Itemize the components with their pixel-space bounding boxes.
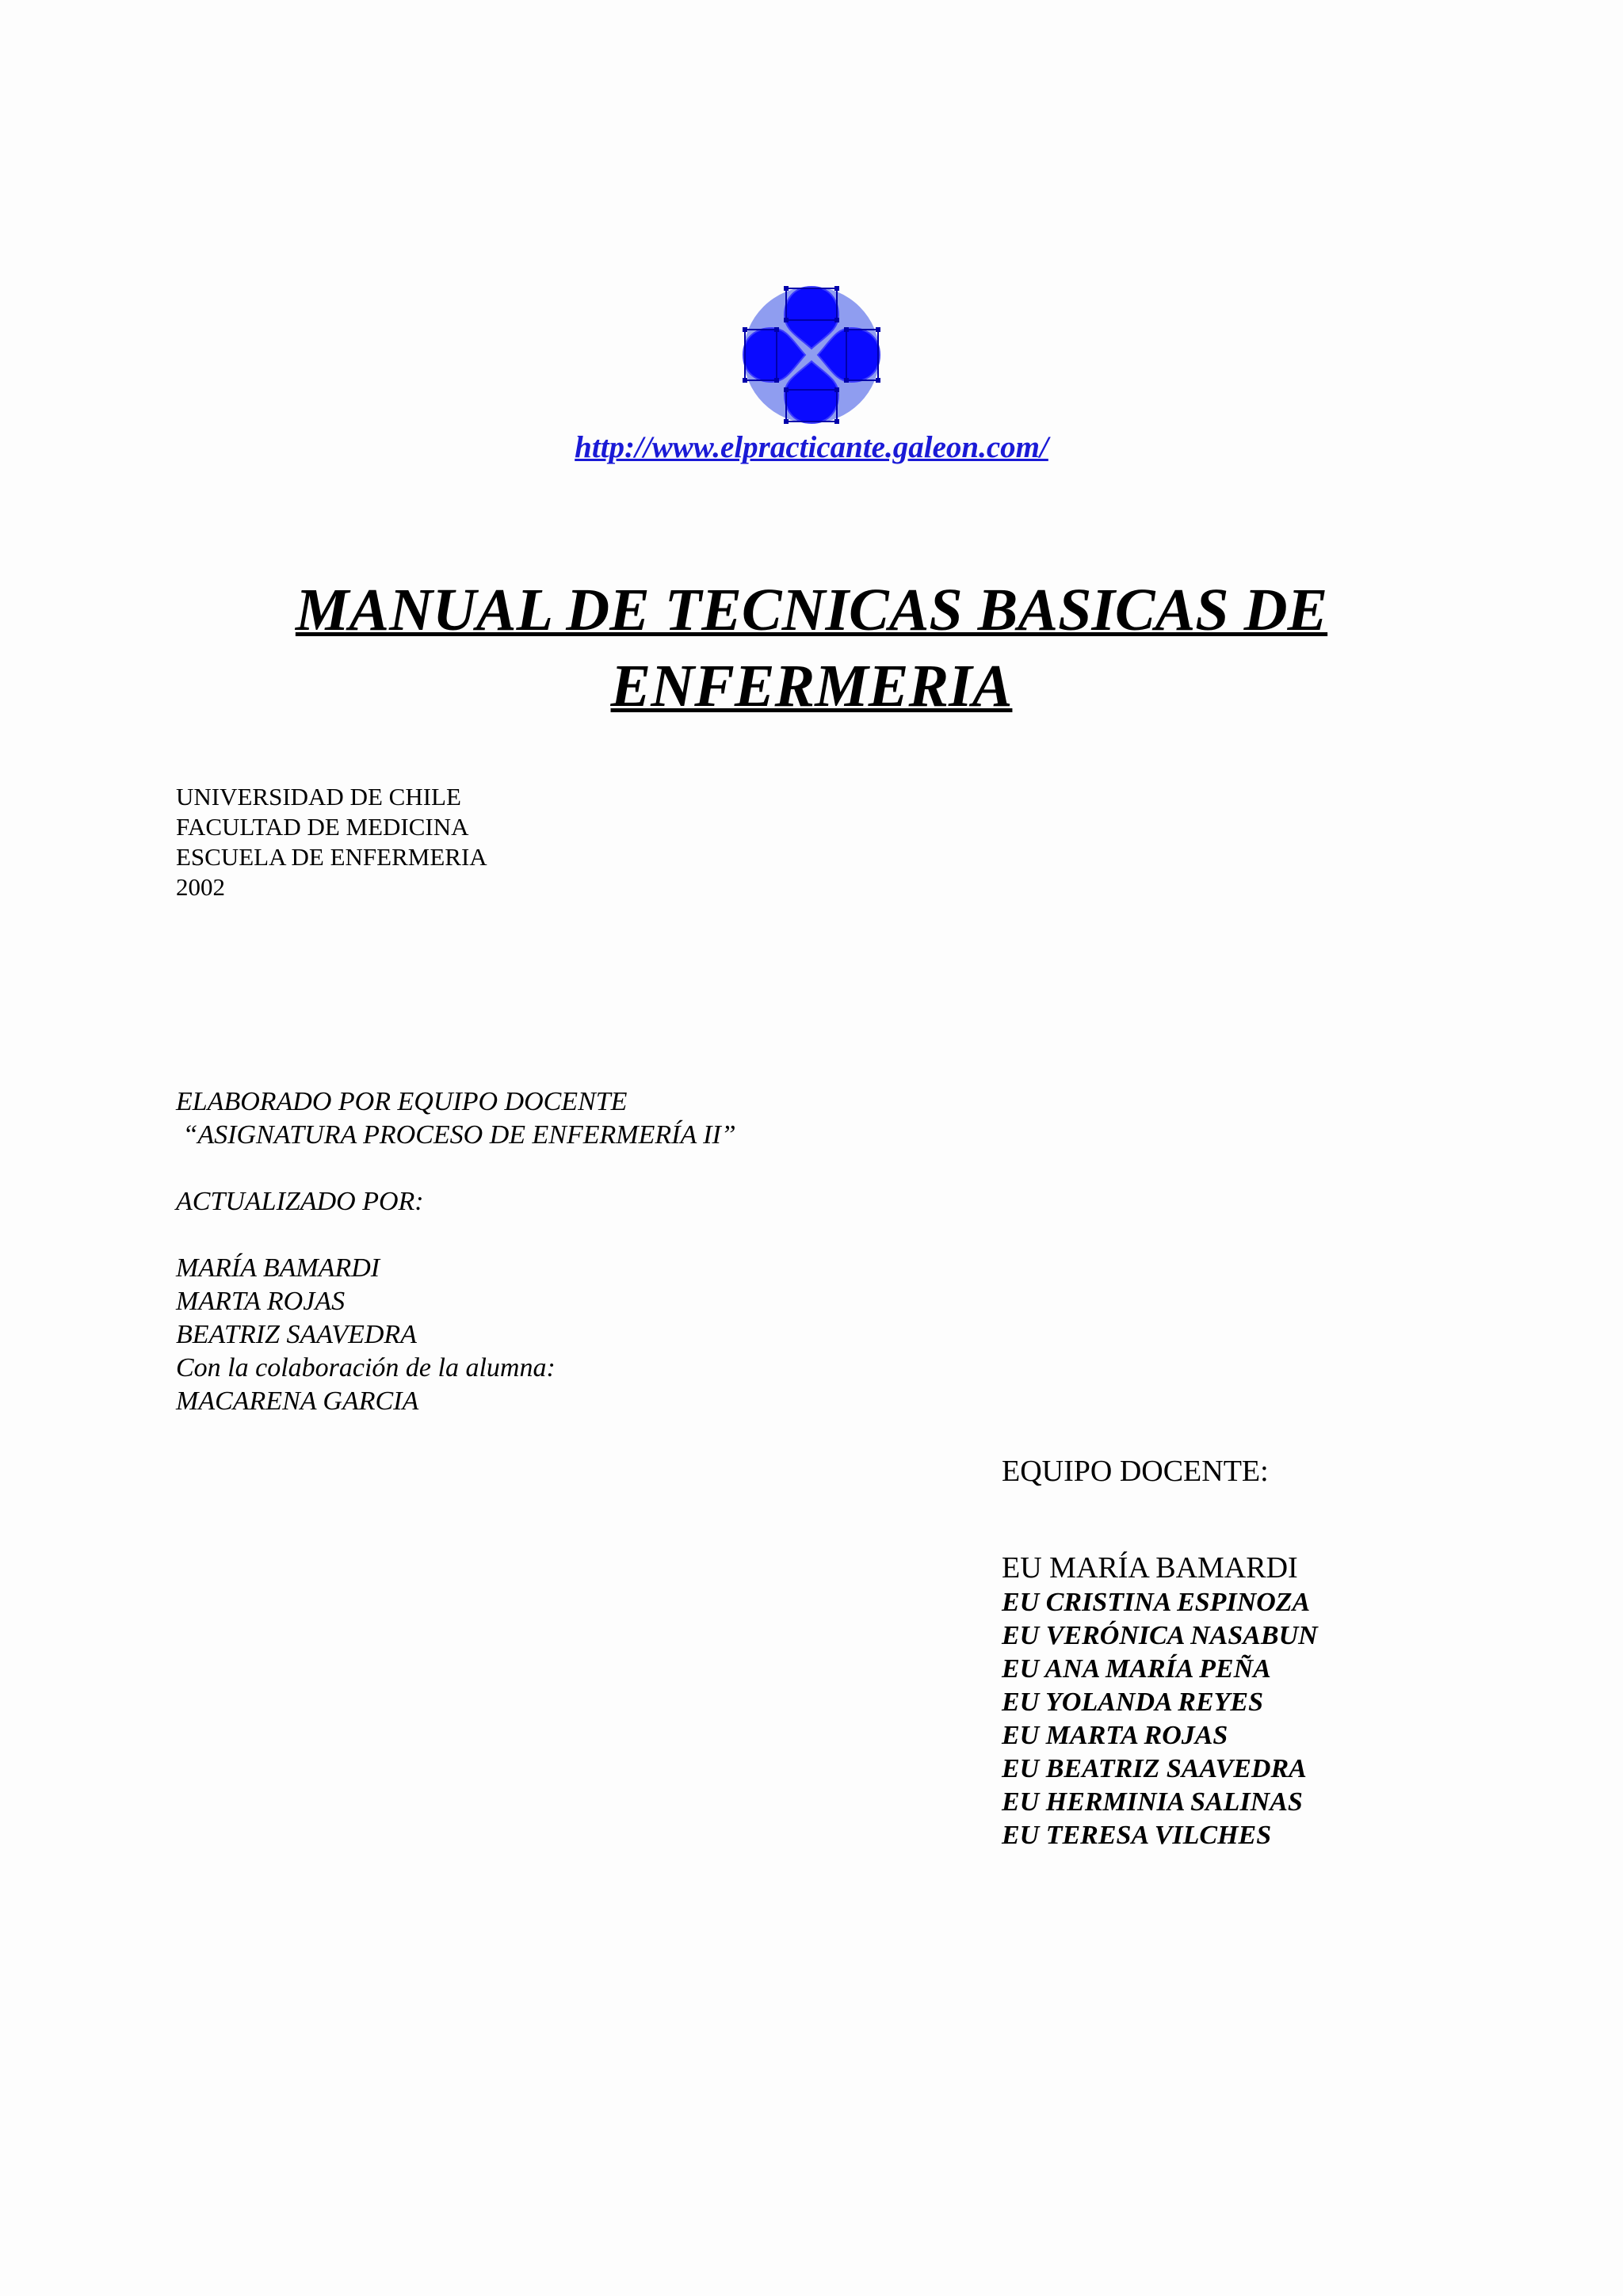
logo xyxy=(740,284,883,426)
updater-name: MARTA ROJAS xyxy=(176,1287,346,1316)
credits-block xyxy=(176,1085,736,1418)
team-list xyxy=(1002,1550,1318,1852)
team-member: EU MARTA ROJAS xyxy=(1002,1721,1228,1750)
team-member: EU MARÍA BAMARDI xyxy=(1002,1551,1298,1585)
university-name: UNIVERSIDAD DE CHILE xyxy=(176,783,461,810)
updated-by-label: ACTUALIZADO POR: xyxy=(176,1187,424,1216)
team-member: EU VERÓNICA NASABUN xyxy=(1002,1621,1318,1650)
team-member: EU BEATRIZ SAAVEDRA xyxy=(1002,1754,1307,1783)
school-name: ESCUELA DE ENFERMERIA xyxy=(176,843,487,871)
blue-cross-circle-icon xyxy=(740,284,883,426)
spacer xyxy=(176,1219,736,1252)
publication-year: 2002 xyxy=(176,873,225,901)
teaching-team-block xyxy=(1002,1453,1318,1852)
spacer xyxy=(176,1152,736,1185)
updater-name: BEATRIZ SAAVEDRA xyxy=(176,1320,417,1349)
page-title xyxy=(0,572,1623,724)
collaboration-label: Con la colaboración de la alumna: xyxy=(176,1353,556,1383)
team-member: EU HERMINIA SALINAS xyxy=(1002,1787,1303,1817)
team-member: EU YOLANDA REYES xyxy=(1002,1688,1264,1717)
title-line-2: ENFERMERIA xyxy=(610,653,1013,719)
faculty-name: FACULTAD DE MEDICINA xyxy=(176,813,469,841)
team-member: EU ANA MARÍA PEÑA xyxy=(1002,1654,1271,1684)
course-name: “ASIGNATURA PROCESO DE ENFERMERÍA II” xyxy=(176,1120,736,1150)
elaborated-by: ELABORADO POR EQUIPO DOCENTE xyxy=(176,1087,628,1116)
team-member: EU CRISTINA ESPINOZA xyxy=(1002,1588,1311,1617)
student-name: MACARENA GARCIA xyxy=(176,1386,419,1416)
title-line-1: MANUAL DE TECNICAS BASICAS DE xyxy=(295,577,1328,643)
team-member: EU TERESA VILCHES xyxy=(1002,1821,1272,1850)
institution-block xyxy=(176,782,487,902)
updater-name: MARÍA BAMARDI xyxy=(176,1253,380,1283)
website-link[interactable]: http://www.elpracticante.galeon.com/ xyxy=(575,430,1048,464)
team-heading: EQUIPO DOCENTE: xyxy=(1002,1455,1269,1488)
